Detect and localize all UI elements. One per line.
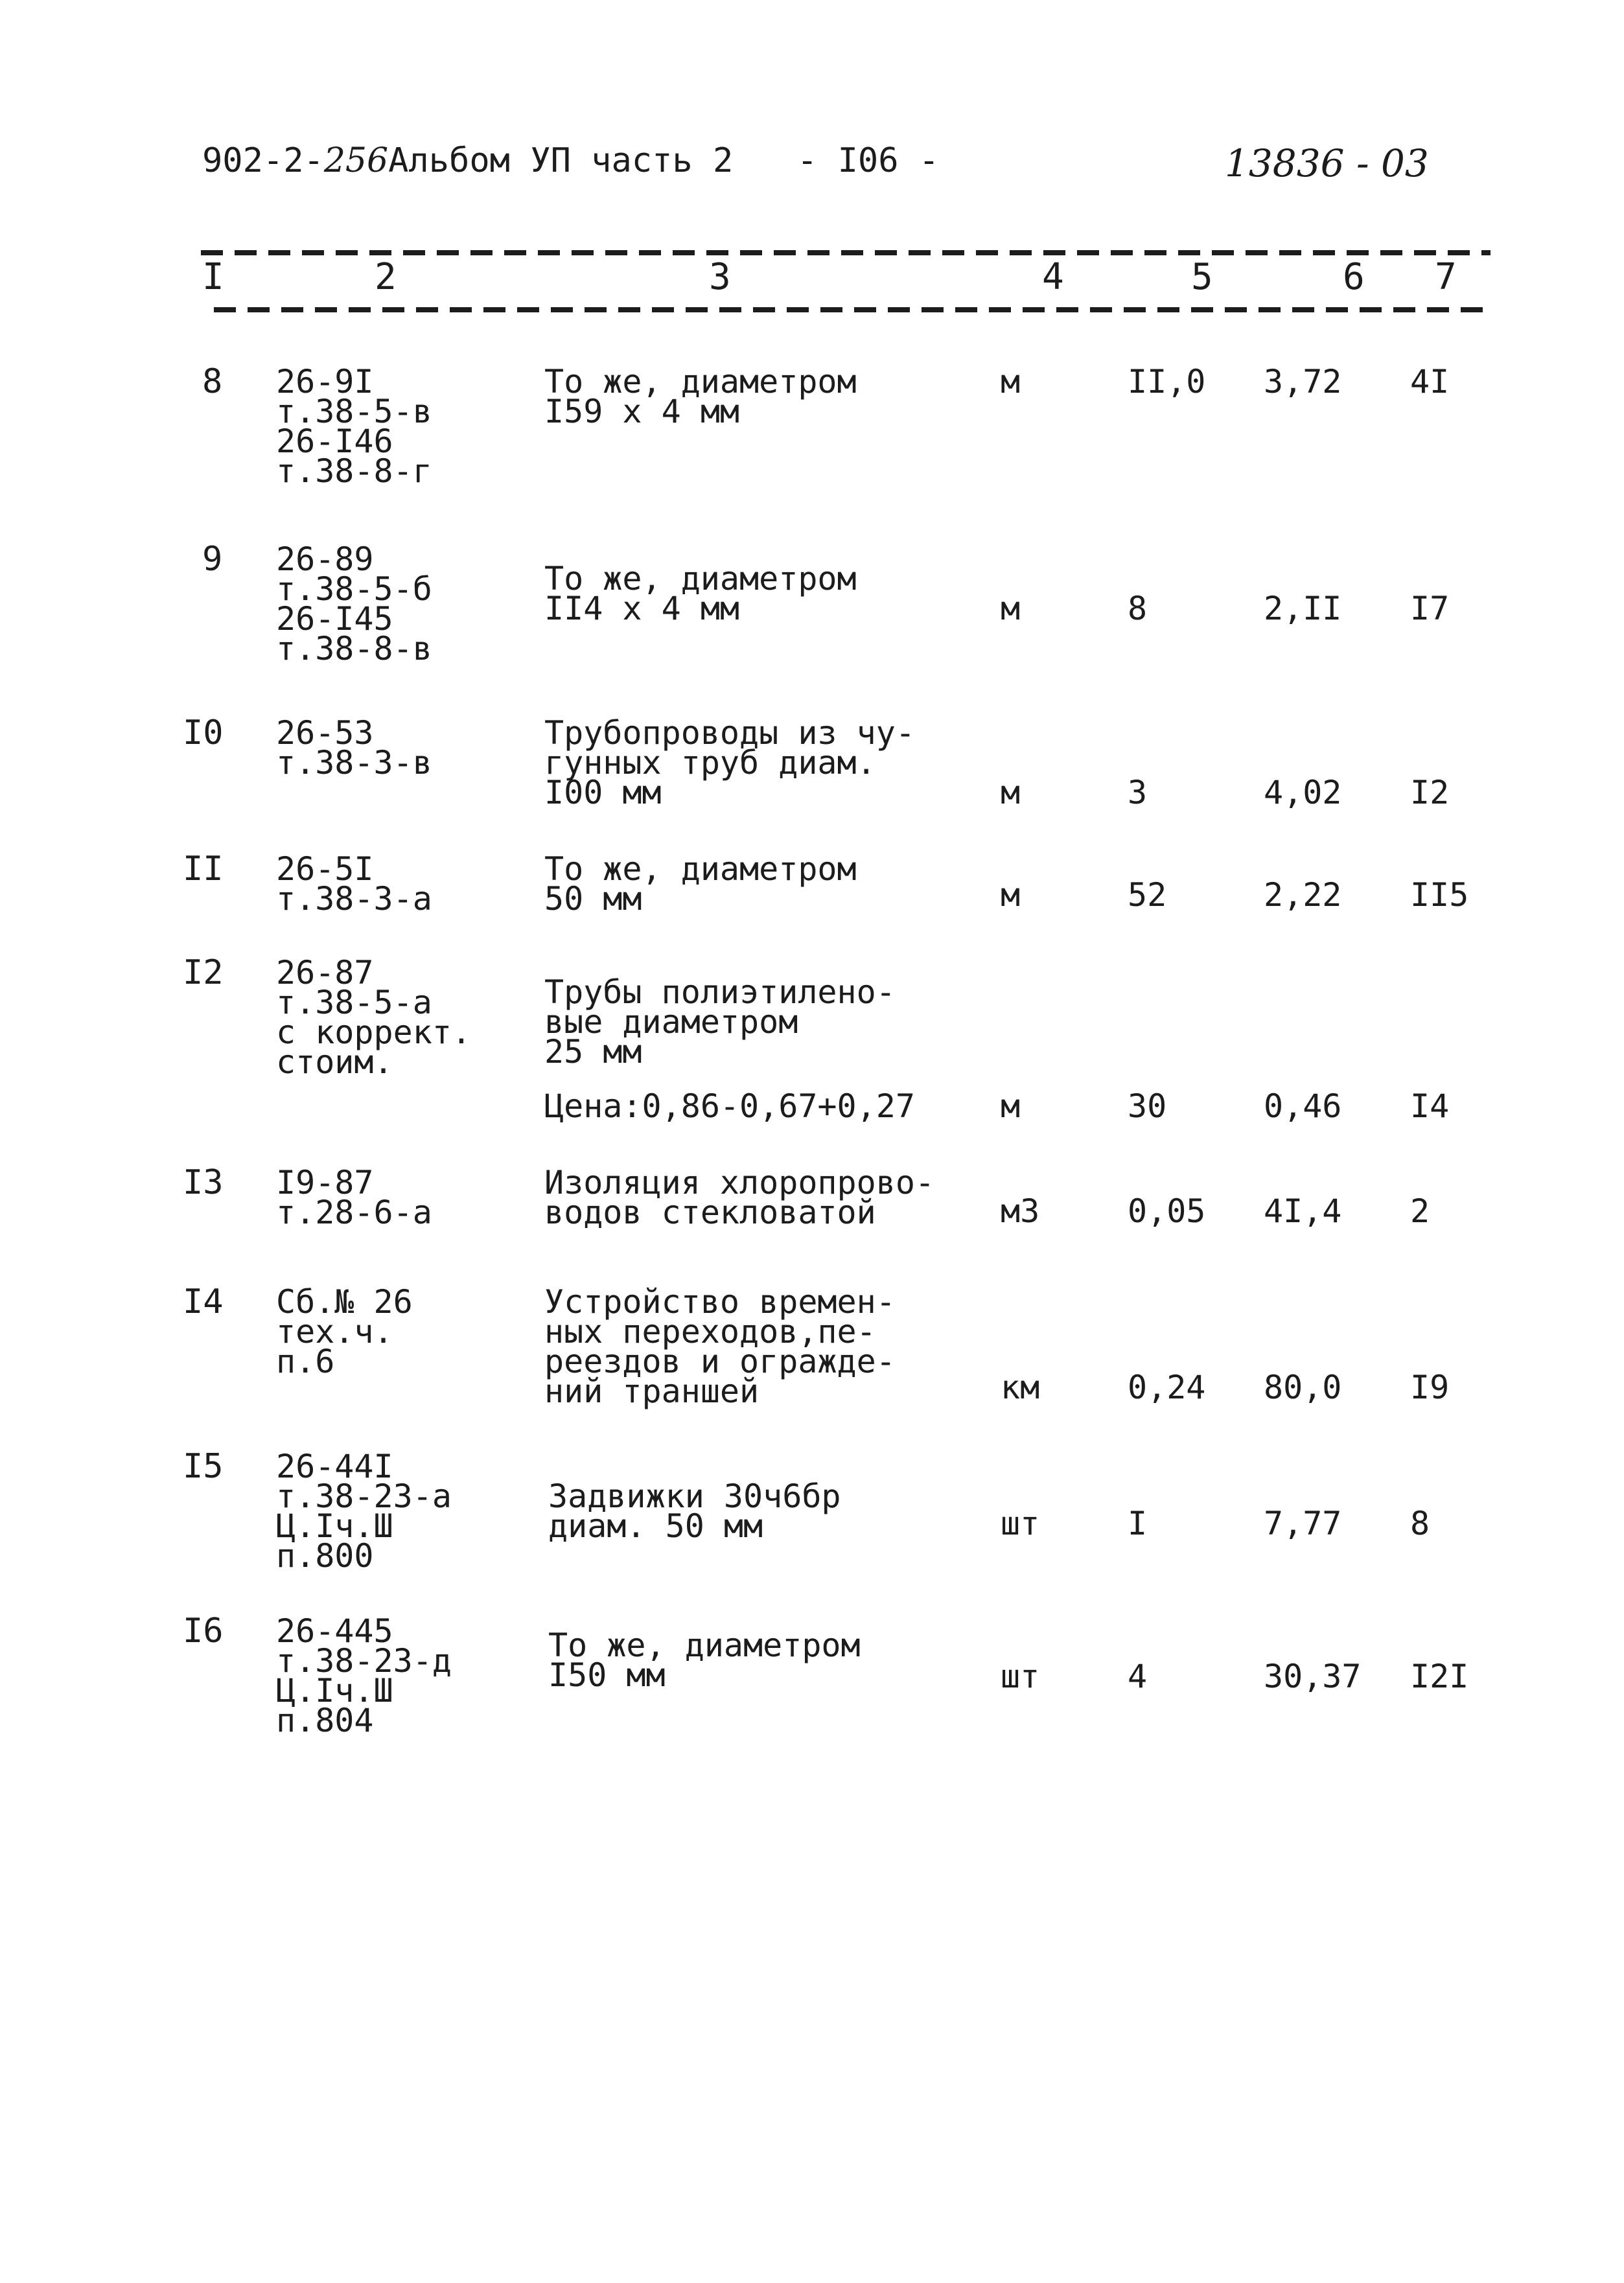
unit: м [1001,774,1021,811]
doc-code-prefix: 902-2- [202,141,324,180]
quantity: 4 [1128,1658,1148,1695]
table-header-rule [214,307,1484,312]
row-number: 8 [202,362,223,401]
column-number-6: 6 [1343,256,1365,298]
row-number: I0 [183,713,224,752]
page-number: - I06 - [797,141,940,180]
work-description: То же, диаметром II4 х 4 мм [544,560,857,627]
table-top-rule [201,250,1491,255]
quantity: 52 [1128,876,1167,914]
stamp-number: 13836 - 03 [1225,141,1429,185]
column-number-7: 7 [1435,256,1457,298]
unit-price: 4,02 [1264,774,1342,811]
unit: м [1001,590,1021,627]
price-formula: Цена:0,86-0,67+0,27 [544,1087,915,1125]
unit: м3 [1001,1192,1040,1230]
quantity: 8 [1128,590,1148,627]
total-cost: 2 [1410,1192,1430,1230]
unit-price: 7,77 [1264,1505,1342,1542]
total-cost: I7 [1410,590,1450,627]
total-cost: I4 [1410,1087,1450,1125]
norm-code: I9-87 т.28-6-а [276,1164,432,1231]
work-description: То же, диаметром I50 мм [548,1627,861,1694]
total-cost: I9 [1410,1369,1450,1406]
column-number-4: 4 [1042,256,1064,298]
unit: шт [1001,1658,1040,1695]
work-description: То же, диаметром I59 х 4 мм [544,363,857,430]
work-description: Изоляция хлоропрово- водов стекловатой [544,1164,935,1231]
work-description: Трубопроводы из чу- гунных труб диам. I00 мм [544,714,915,811]
quantity: 3 [1128,774,1148,811]
quantity: 0,05 [1128,1192,1206,1230]
norm-code: 26-445 т.38-23-д Ц.Iч.Ш п.804 [276,1612,452,1739]
column-number-1: I [202,256,224,298]
quantity: II,0 [1128,363,1206,400]
document-code [202,141,733,180]
norm-code: Сб.№ 26 тех.ч. п.6 [276,1283,413,1380]
unit-price: 0,46 [1264,1087,1342,1125]
row-number: 9 [202,540,223,579]
norm-code: 26-44I т.38-23-а Ц.Iч.Ш п.800 [276,1448,452,1575]
column-number-2: 2 [375,256,397,298]
unit-price: 2,22 [1264,876,1342,914]
quantity: 30 [1128,1087,1167,1125]
album-part: Альбом УП часть 2 [388,141,734,180]
row-number: I5 [183,1447,224,1486]
unit-price: 4I,4 [1264,1192,1342,1230]
total-cost: I2I [1410,1658,1469,1695]
norm-code: 26-87 т.38-5-а с коррект. стоим. [276,954,472,1081]
row-number: I3 [183,1163,224,1202]
unit-price: 2,II [1264,590,1342,627]
doc-code-handwritten: 256 [323,141,389,180]
unit: м [1001,363,1021,400]
unit-price: 3,72 [1264,363,1342,400]
row-number: I2 [183,953,224,992]
unit: км [1001,1369,1040,1406]
row-number: I4 [183,1282,224,1321]
norm-code: 26-5I т.38-3-а [276,850,432,918]
work-description: Трубы полиэтилено- вые диаметром 25 мм [544,973,896,1071]
quantity: I [1128,1505,1148,1542]
row-number: I6 [183,1612,224,1651]
total-cost: I2 [1410,774,1450,811]
total-cost: II5 [1410,876,1469,914]
unit: шт [1001,1505,1040,1542]
quantity: 0,24 [1128,1369,1206,1406]
norm-code: 26-89 т.38-5-б 26-I45 т.38-8-в [276,540,432,667]
unit-price: 80,0 [1264,1369,1342,1406]
norm-code: 26-9I т.38-5-в 26-I46 т.38-8-г [276,363,432,490]
total-cost: 4I [1410,363,1450,400]
column-number-3: 3 [709,256,731,298]
work-description: Устройство времен- ных переходов,пе- реездов и огражде- ний траншей [544,1283,896,1410]
norm-code: 26-53 т.38-3-в [276,714,432,782]
total-cost: 8 [1410,1505,1430,1542]
work-description: То же, диаметром 50 мм [544,850,857,918]
work-description: Задвижки 30ч6бр диам. 50 мм [548,1478,841,1545]
unit: м [1001,876,1021,914]
unit: м [1001,1087,1021,1125]
row-number: II [183,850,224,888]
unit-price: 30,37 [1264,1658,1362,1695]
column-number-5: 5 [1191,256,1213,298]
